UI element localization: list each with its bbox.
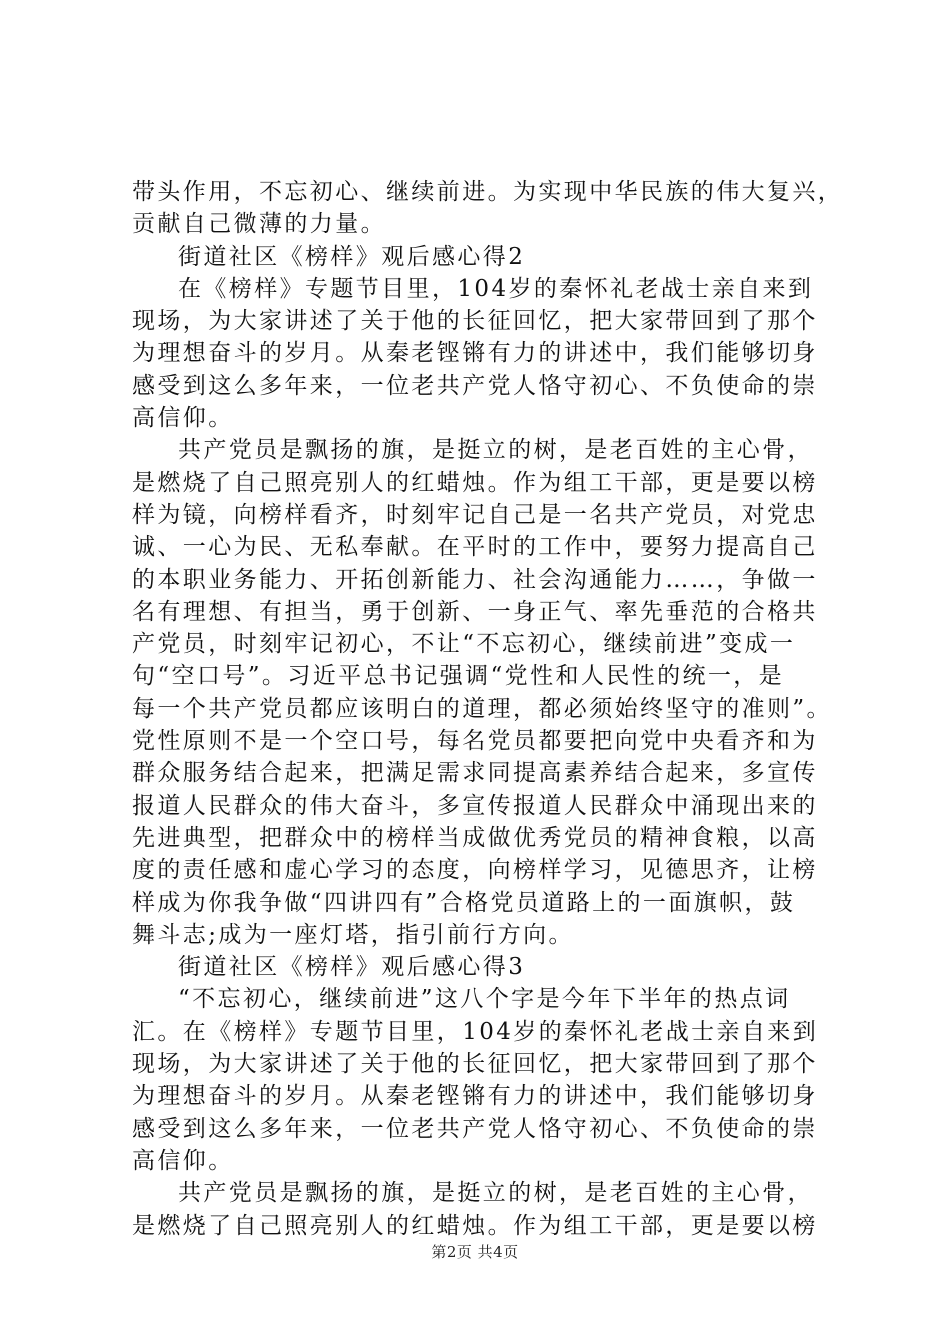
text-line: 样成为你我争做“四讲四有”合格党员道路上的一面旗帜，鼓 (132, 889, 796, 916)
text-line: 在《榜样》专题节目里，104岁的秦怀礼老战士亲自来到 (178, 275, 814, 302)
text-line: 诚、一心为民、无私奉献。在平时的工作中，要努力提高自己 (132, 534, 818, 561)
text-line: 舞斗志;成为一座灯塔，指引前行方向。 (132, 921, 574, 948)
text-line: 高信仰。 (132, 1147, 234, 1174)
text-line: 现场，为大家讲述了关于他的长征回忆，把大家带回到了那个 (132, 308, 818, 335)
text-line: 的本职业务能力、开拓创新能力、社会沟通能力……，争做一 (132, 566, 818, 593)
page-number-footer: 第2页 共4页 (431, 1243, 519, 1261)
text-line: 高信仰。 (132, 405, 234, 432)
text-line: 句“空口号”。习近平总书记强调“党性和人民性的统一，是 (132, 663, 785, 690)
text-line: 共产党员是飘扬的旗，是挺立的树，是老百姓的主心骨， (178, 437, 813, 464)
text-line: “不忘初心，继续前进”这八个字是今年下半年的热点词 (178, 986, 791, 1013)
text-line: 产党员，时刻牢记初心，不让“不忘初心，继续前进”变成一 (132, 631, 796, 658)
text-line: 为理想奋斗的岁月。从秦老铿锵有力的讲述中，我们能够切身 (132, 340, 818, 367)
text-line: 样为镜，向榜样看齐，时刻牢记自己是一名共产党员，对党忠 (132, 501, 818, 528)
section-heading: 街道社区《榜样》观后感心得3 (178, 954, 526, 981)
text-line: 每一个共产党员都应该明白的道理，都必须始终坚守的准则”。 (132, 695, 832, 722)
text-line: 是燃烧了自己照亮别人的红蜡烛。作为组工干部，更是要以榜 (132, 469, 818, 496)
text-line: 现场，为大家讲述了关于他的长征回忆，把大家带回到了那个 (132, 1051, 818, 1078)
text-line: 党性原则不是一个空口号，每名党员都要把向党中央看齐和为 (132, 728, 818, 755)
text-line: 先进典型，把群众中的榜样当成做优秀党员的精神食粮，以高 (132, 824, 818, 851)
document-body (132, 176, 848, 1242)
text-line: 贡献自己微薄的力量。 (132, 211, 386, 238)
text-line: 名有理想、有担当，勇于创新、一身正气、率先垂范的合格共 (132, 598, 818, 625)
text-line: 度的责任感和虚心学习的态度，向榜样学习，见德思齐，让榜 (132, 857, 818, 884)
text-line: 为理想奋斗的岁月。从秦老铿锵有力的讲述中，我们能够切身 (132, 1083, 818, 1110)
text-line: 汇。在《榜样》专题节目里，104岁的秦怀礼老战士亲自来到 (132, 1018, 819, 1045)
text-line: 感受到这么多年来，一位老共产党人恪守初心、不负使命的崇 (132, 372, 818, 399)
text-line: 报道人民群众的伟大奋斗，多宣传报道人民群众中涌现出来的 (132, 792, 818, 819)
section-heading: 街道社区《榜样》观后感心得2 (178, 243, 526, 270)
text-line: 群众服务结合起来，把满足需求同提高素养结合起来，多宣传 (132, 760, 818, 787)
text-line: 是燃烧了自己照亮别人的红蜡烛。作为组工干部，更是要以榜 (132, 1212, 818, 1239)
text-line: 共产党员是飘扬的旗，是挺立的树，是老百姓的主心骨， (178, 1180, 813, 1207)
text-line: 感受到这么多年来，一位老共产党人恪守初心、不负使命的崇 (132, 1115, 818, 1142)
text-line: 带头作用，不忘初心、继续前进。为实现中华民族的伟大复兴， (132, 179, 844, 205)
